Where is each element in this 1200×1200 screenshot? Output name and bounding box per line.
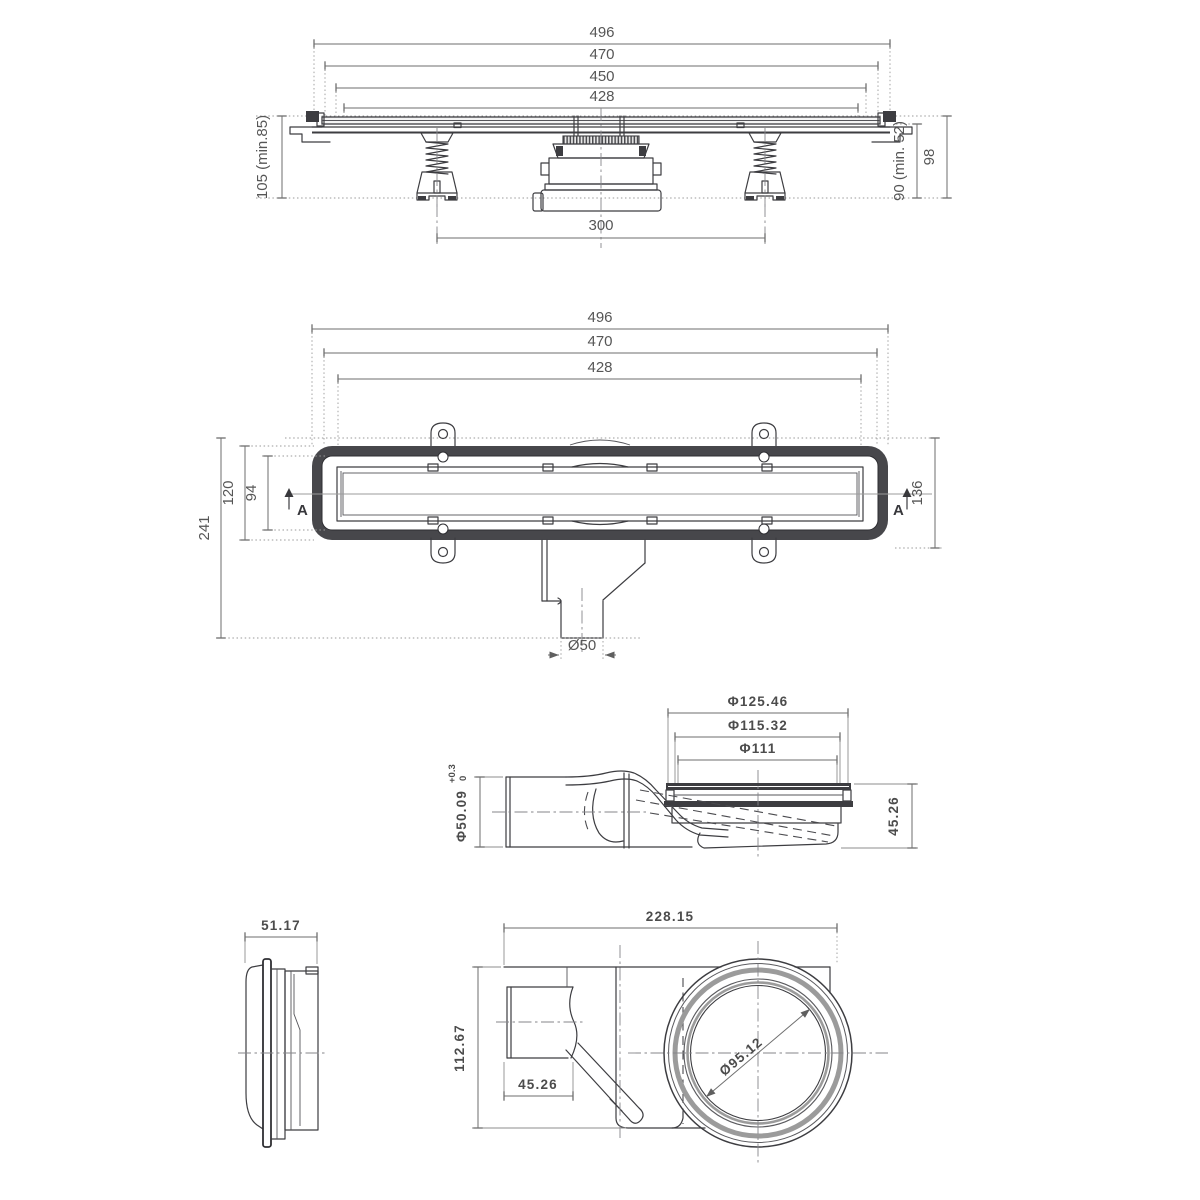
seal-width-dim xyxy=(245,918,317,964)
plan-right-dim xyxy=(895,438,942,548)
dim-sec-4526: 45.26 xyxy=(886,796,901,836)
trap-body-outline xyxy=(504,967,830,1128)
dim-front-300: 300 xyxy=(588,217,614,234)
dim-sec-pipe: Φ50.09 xyxy=(454,789,469,843)
adjustable-foot-right xyxy=(745,128,785,207)
dim-plan-outlet: Ø50 xyxy=(567,637,597,654)
dim-front-450: 450 xyxy=(589,68,615,85)
dim-front-470: 470 xyxy=(589,46,615,63)
section-label-a-left: A xyxy=(297,502,308,519)
dim-sec-125: Φ125.46 xyxy=(727,694,789,709)
dim-seal-5117: 51.17 xyxy=(261,918,301,933)
section-pipe-dim xyxy=(447,764,503,847)
mounting-tab-top-right xyxy=(752,423,776,448)
view-plan xyxy=(196,309,942,659)
trap-width-dim xyxy=(504,909,837,965)
dim-front-428: 428 xyxy=(589,88,615,105)
dim-plan-470: 470 xyxy=(587,333,613,350)
dim-trap-4526: 45.26 xyxy=(518,1077,558,1092)
mounting-tab-bottom-right xyxy=(752,538,776,563)
trap-height-dim xyxy=(452,967,626,1128)
trap-section-profile xyxy=(492,770,853,858)
plan-frame xyxy=(312,446,888,540)
plan-dimension-chain xyxy=(312,309,888,466)
dim-plan-241: 241 xyxy=(196,515,213,541)
view-front-elevation xyxy=(254,24,947,248)
dim-sec-111: Φ111 xyxy=(739,741,777,756)
dim-plan-136: 136 xyxy=(909,480,926,506)
rail-end-bracket-left xyxy=(290,111,330,142)
dim-plan-120: 120 xyxy=(220,480,237,506)
dim-front-90: 90 (min. 52) xyxy=(891,120,908,202)
adjustable-foot-left xyxy=(417,128,457,207)
mounting-tab-top-left xyxy=(431,423,455,448)
front-dimension-chain xyxy=(314,24,890,116)
dim-trap-228: 228.15 xyxy=(645,909,695,924)
dim-plan-428: 428 xyxy=(587,359,613,376)
section-label-a-right: A xyxy=(893,502,904,519)
dim-sec-115: Φ115.32 xyxy=(727,718,789,733)
section-height-dim xyxy=(841,784,918,848)
dim-front-496: 496 xyxy=(589,24,615,41)
dim-trap-bore: Ø95.12 xyxy=(716,1034,766,1079)
view-trap-plan xyxy=(452,909,888,1166)
seal-profile xyxy=(238,959,326,1147)
section-marker-left xyxy=(285,488,309,519)
dim-sec-pipe-tol-lower: 0 xyxy=(458,775,469,781)
dim-plan-94: 94 xyxy=(243,484,260,502)
dim-front-105: 105 (min.85) xyxy=(254,114,271,200)
plan-outlet xyxy=(542,540,645,659)
dim-front-98: 98 xyxy=(921,148,938,166)
pipe-hidden-arc xyxy=(570,440,630,445)
dim-plan-496: 496 xyxy=(587,309,613,326)
view-side-section xyxy=(447,694,918,858)
mounting-tab-bottom-left xyxy=(431,538,455,563)
trap-pipe-dim xyxy=(504,1062,573,1100)
view-seal-side xyxy=(238,918,326,1147)
dim-trap-11267: 112.67 xyxy=(452,1024,467,1072)
dim-sec-pipe-tol-upper: +0.3 xyxy=(447,764,458,783)
